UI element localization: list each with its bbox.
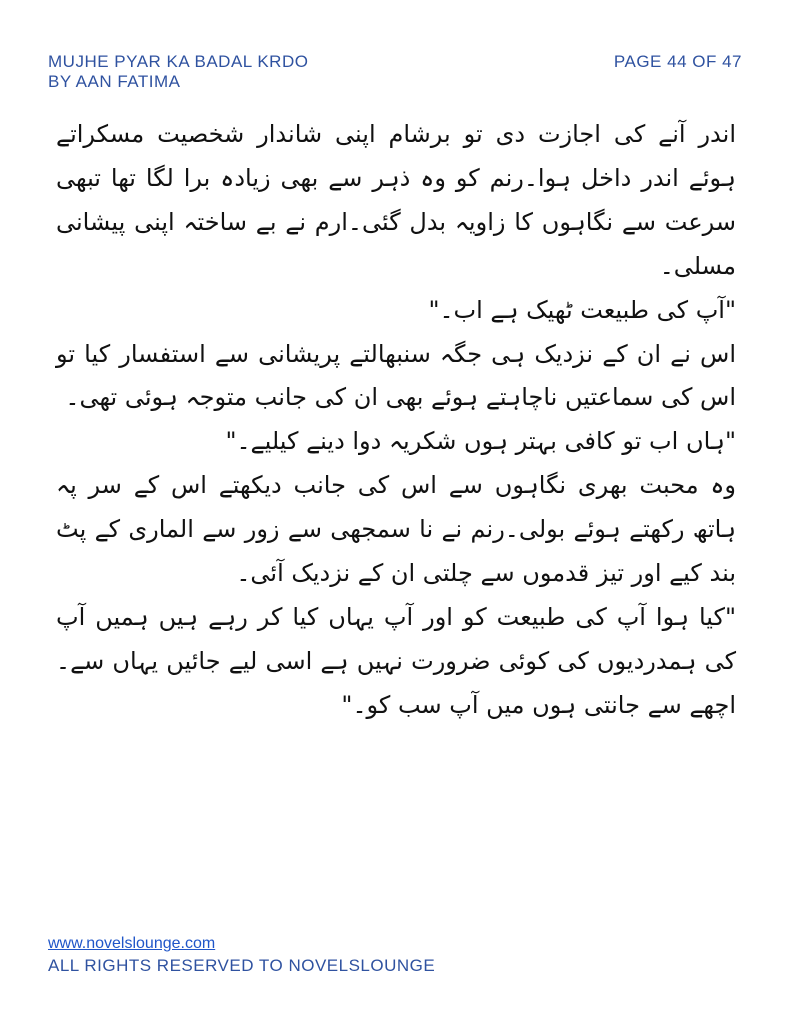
paragraph-3: اس نے ان کے نزدیک ہی جگہ سنبھالتے پریشانی سے استفسار کیا تو اس کی سماعتیں ناچاہتے ہوئے بھی ان کی جانب متوجہ ہوئی تھی۔ bbox=[56, 339, 736, 412]
paragraph-5: وہ محبت بھری نگاہوں سے اس کی جانب دیکھتے اس کے سر پہ ہاتھ رکھتے ہوئے بولی۔رنم نے نا سمجھی سے زور سے الماری کے پٹ بند کیے اور تیز قدموں سے چلتی ان کے نزدیک آئی۔ bbox=[56, 471, 736, 588]
paragraph-2: "آپ کی طبیعت ٹھیک ہے اب۔" bbox=[428, 295, 736, 324]
paragraph-1: اندر آنے کی اجازت دی تو برشام اپنی شاندار شخصیت مسکراتے ہوئے اندر داخل ہوا۔رنم کو وہ ذہر سے بھی زیادہ برا لگا تھا تبھی سرعت سے نگاہوں کا زاویہ بدل گئی۔ارم نے بے ساختہ اپنی پیشانی مسلی۔ bbox=[56, 120, 736, 280]
page-number: PAGE 44 OF 47 bbox=[613, 52, 742, 71]
document-header-left bbox=[48, 52, 308, 92]
paragraph-4: "ہاں اب تو کافی بہتر ہوں شکریہ دوا دینے کیلیے۔" bbox=[225, 427, 736, 456]
story-text bbox=[56, 113, 736, 728]
website-link[interactable]: www.novelslounge.com bbox=[48, 935, 216, 952]
author-line: BY AAN FATIMA bbox=[48, 72, 181, 91]
rights-notice: ALL RIGHTS RESERVED TO NOVELSLOUNGE bbox=[48, 956, 436, 975]
paragraph-6: "کیا ہوا آپ کی طبیعت کو اور آپ یہاں کیا کر رہے ہیں ہمیں آپ کی ہمدردیوں کی کوئی ضرورت نہیں ہے اسی لیے جائیں یہاں سے۔ اچھے سے جانتی ہوں میں آپ سب کو۔" bbox=[56, 602, 736, 719]
novel-title: MUJHE PYAR KA BADAL KRDO bbox=[48, 52, 309, 71]
